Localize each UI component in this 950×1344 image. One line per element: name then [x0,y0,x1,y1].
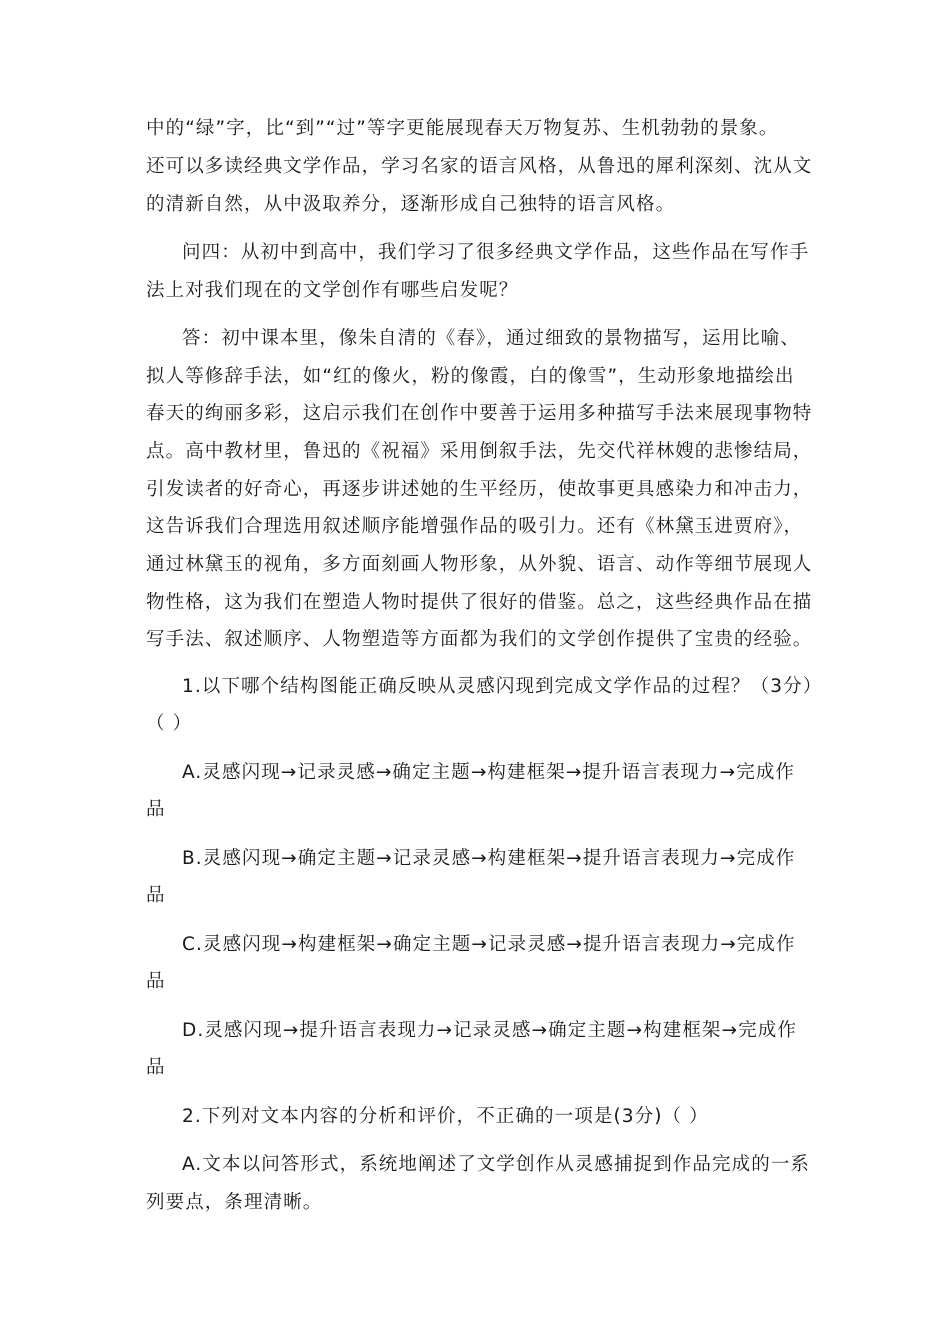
question-two-stem: 2.下列对文本内容的分析和评价，不正确的一项是(3分)（ ） [182,1106,709,1127]
answer-four-line: 这告诉我们合理选用叙述顺序能增强作品的吸引力。还有《林黛玉进贾府》， [146,516,804,537]
option-a-line: 品 [146,799,166,820]
option-a-line: A.文本以问答形式，系统地阐述了文学创作从灵感捕捉到作品完成的一系 [182,1154,811,1175]
answer-four-line: 物性格，这为我们在塑造人物时提供了很好的借鉴。总之，这些经典作品在描 [146,592,813,613]
option-d-line: D.灵感闪现→提升语言表现力→记录灵感→确定主题→构建框架→完成作 [182,1020,797,1041]
answer-four-line: 写手法、叙述顺序、人物塑造等方面都为我们的文学创作提供了宝贵的经验。 [146,629,813,650]
option-a-line: A.灵感闪现→记录灵感→确定主题→构建框架→提升语言表现力→完成作 [182,762,796,783]
option-c-line: C.灵感闪现→构建框架→确定主题→记录灵感→提升语言表现力→完成作 [182,934,796,955]
answer-four-line: 答：初中课本里，像朱自清的《春》，通过细致的景物描写，运用比喻、 [182,328,800,349]
answer-four-line: 引发读者的好奇心，再逐步讲述她的生平经历，使故事更具感染力和冲击力， [146,479,813,500]
answer-four-line: 春天的绚丽多彩，这启示我们在创作中要善于运用多种描写手法来展现事物特 [146,403,813,424]
answer-four-line: 拟人等修辞手法，如“红的像火，粉的像霞，白的像雪”，生动形象地描绘出 [146,366,795,387]
option-c-line: 品 [146,971,166,992]
option-b-line: 品 [146,885,166,906]
paragraph-line: 的清新自然，从中汲取养分，逐渐形成自己独特的语言风格。 [146,194,676,215]
answer-blank: （ ） [146,713,193,734]
option-a-line: 列要点，条理清晰。 [146,1192,323,1213]
paragraph-line: 中的“绿”字，比“到”“过”等字更能展现春天万物复苏、生机勃勃的景象。 [146,118,779,139]
option-b-line: B.灵感闪现→确定主题→记录灵感→构建框架→提升语言表现力→完成作 [182,848,796,869]
question-four-line: 法上对我们现在的文学创作有哪些启发呢？ [146,280,519,301]
answer-four-line: 点。高中教材里，鲁迅的《祝福》采用倒叙手法，先交代祥林嫂的悲惨结局， [146,441,813,462]
answer-four-line: 通过林黛玉的视角，多方面刻画人物形象，从外貌、语言、动作等细节展现人 [146,554,813,575]
paragraph-line: 还可以多读经典文学作品，学习名家的语言风格，从鲁迅的犀利深刻、沈从文 [146,156,813,177]
option-d-line: 品 [146,1057,166,1078]
question-four-line: 问四：从初中到高中，我们学习了很多经典文学作品，这些作品在写作手 [182,242,810,263]
question-one-stem: 1.以下哪个结构图能正确反映从灵感闪现到完成文学作品的过程？（3分） [182,676,823,697]
